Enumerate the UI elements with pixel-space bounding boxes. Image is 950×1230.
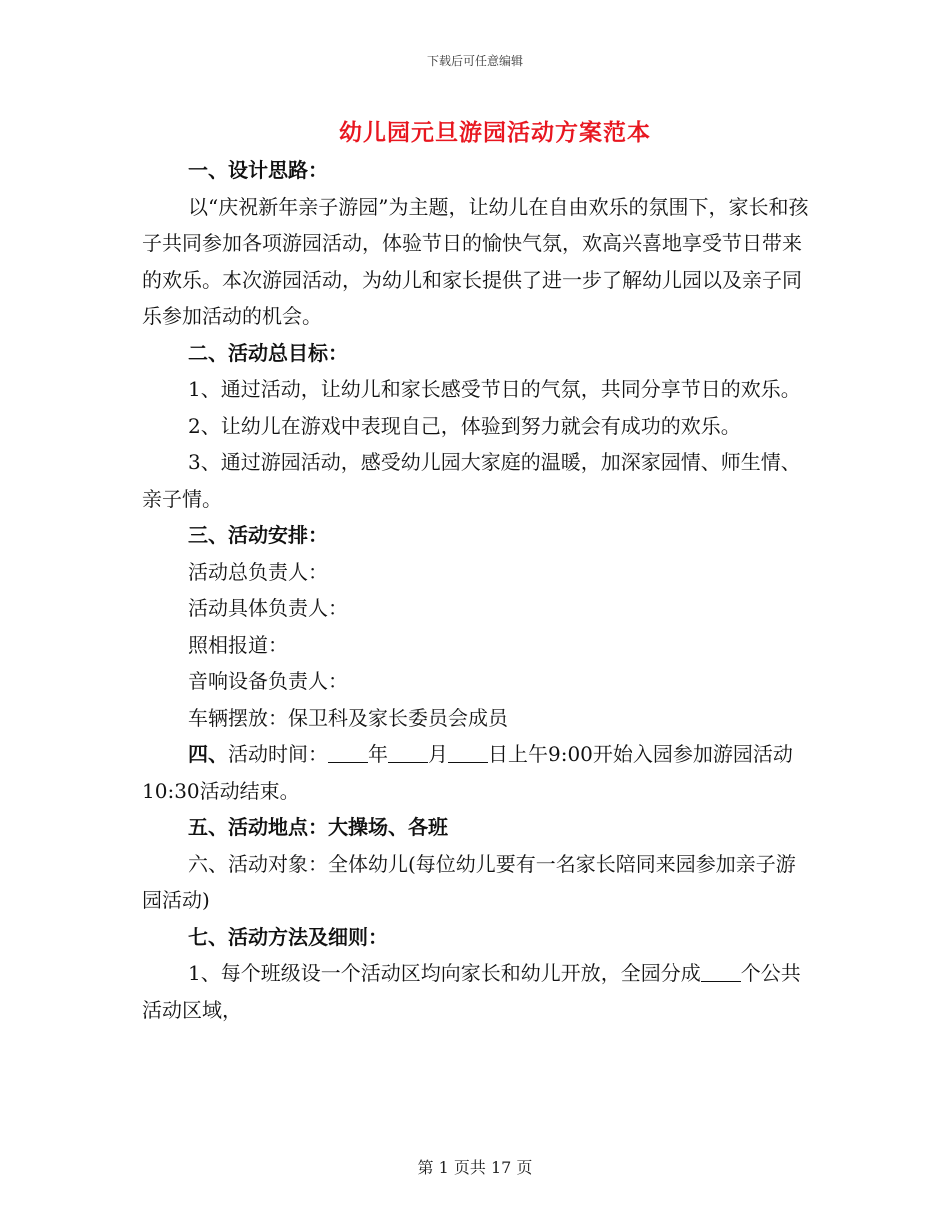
methods-text-1: 1、每个班级设一个活动区均向家长和幼儿开放，全园分成 bbox=[188, 961, 701, 985]
design-paragraph: 以“庆祝新年亲子游园”为主题，让幼儿在自由欢乐的氛围下，家长和孩子共同参加各项游园活动，体验节日的愉快气氛，欢高兴喜地享受节日带来的欢乐。本次游园活动，为幼儿和家长提供了进一步了解幼儿园以及亲子同乐参加活动的机会。 bbox=[142, 194, 809, 328]
arrangement-line-5: 车辆摆放：保卫科及家长委员会成员 bbox=[188, 705, 508, 730]
document-title: 幼儿园元旦游园活动方案范本 bbox=[339, 119, 651, 146]
time-text-2: 活动10:30活动结束。 bbox=[142, 742, 793, 803]
year-label: 年 bbox=[368, 742, 388, 766]
goal-item-1: 1、通过活动，让幼儿和家长感受节日的气氛，共同分享节日的欢乐。 bbox=[188, 377, 801, 401]
activity-time-paragraph bbox=[142, 736, 810, 809]
section-heading-time: 四、 bbox=[188, 742, 228, 766]
section-heading-design: 一、设计思路： bbox=[188, 158, 328, 182]
area-count-blank bbox=[701, 961, 741, 982]
day-blank bbox=[448, 742, 488, 763]
section-heading-goals: 二、活动总目标： bbox=[188, 340, 348, 365]
arrangement-line-1: 活动总负责人： bbox=[188, 559, 328, 584]
document-body bbox=[142, 152, 810, 1028]
methods-paragraph bbox=[142, 955, 810, 1028]
section-heading-arrangement: 三、活动安排： bbox=[188, 523, 328, 547]
methods-text-2: 个公共活动区域， bbox=[142, 961, 801, 1022]
page-footer: 第 1 页共 17 页 bbox=[417, 1158, 533, 1177]
page-header: 下载后可任意编辑 bbox=[426, 54, 523, 68]
arrangement-line-2: 活动具体负责人： bbox=[188, 596, 348, 620]
section-heading-methods: 七、活动方法及细则： bbox=[188, 924, 388, 949]
participants-paragraph: 六、活动对象：全体幼儿(每位幼儿要有一名家长陪同来园参加亲子游园活动) bbox=[142, 851, 796, 912]
time-label: 活动时间： bbox=[228, 742, 328, 766]
goal-item-2: 2、让幼儿在游戏中表现自己，体验到努力就会有成功的欢乐。 bbox=[188, 413, 741, 438]
month-label: 月 bbox=[428, 742, 448, 766]
arrangement-line-4: 音响设备负责人： bbox=[188, 669, 348, 693]
arrangement-line-3: 照相报道： bbox=[188, 632, 288, 657]
time-text-1: 日上午9:00开始入园参加游园 bbox=[488, 742, 753, 766]
section-heading-location: 五、活动地点：大操场、各班 bbox=[188, 815, 448, 839]
month-blank bbox=[388, 742, 428, 763]
goal-item-3: 3、通过游园活动，感受幼儿园大家庭的温暖，加深家园情、师生情、亲子情。 bbox=[142, 450, 801, 511]
year-blank bbox=[328, 742, 368, 763]
